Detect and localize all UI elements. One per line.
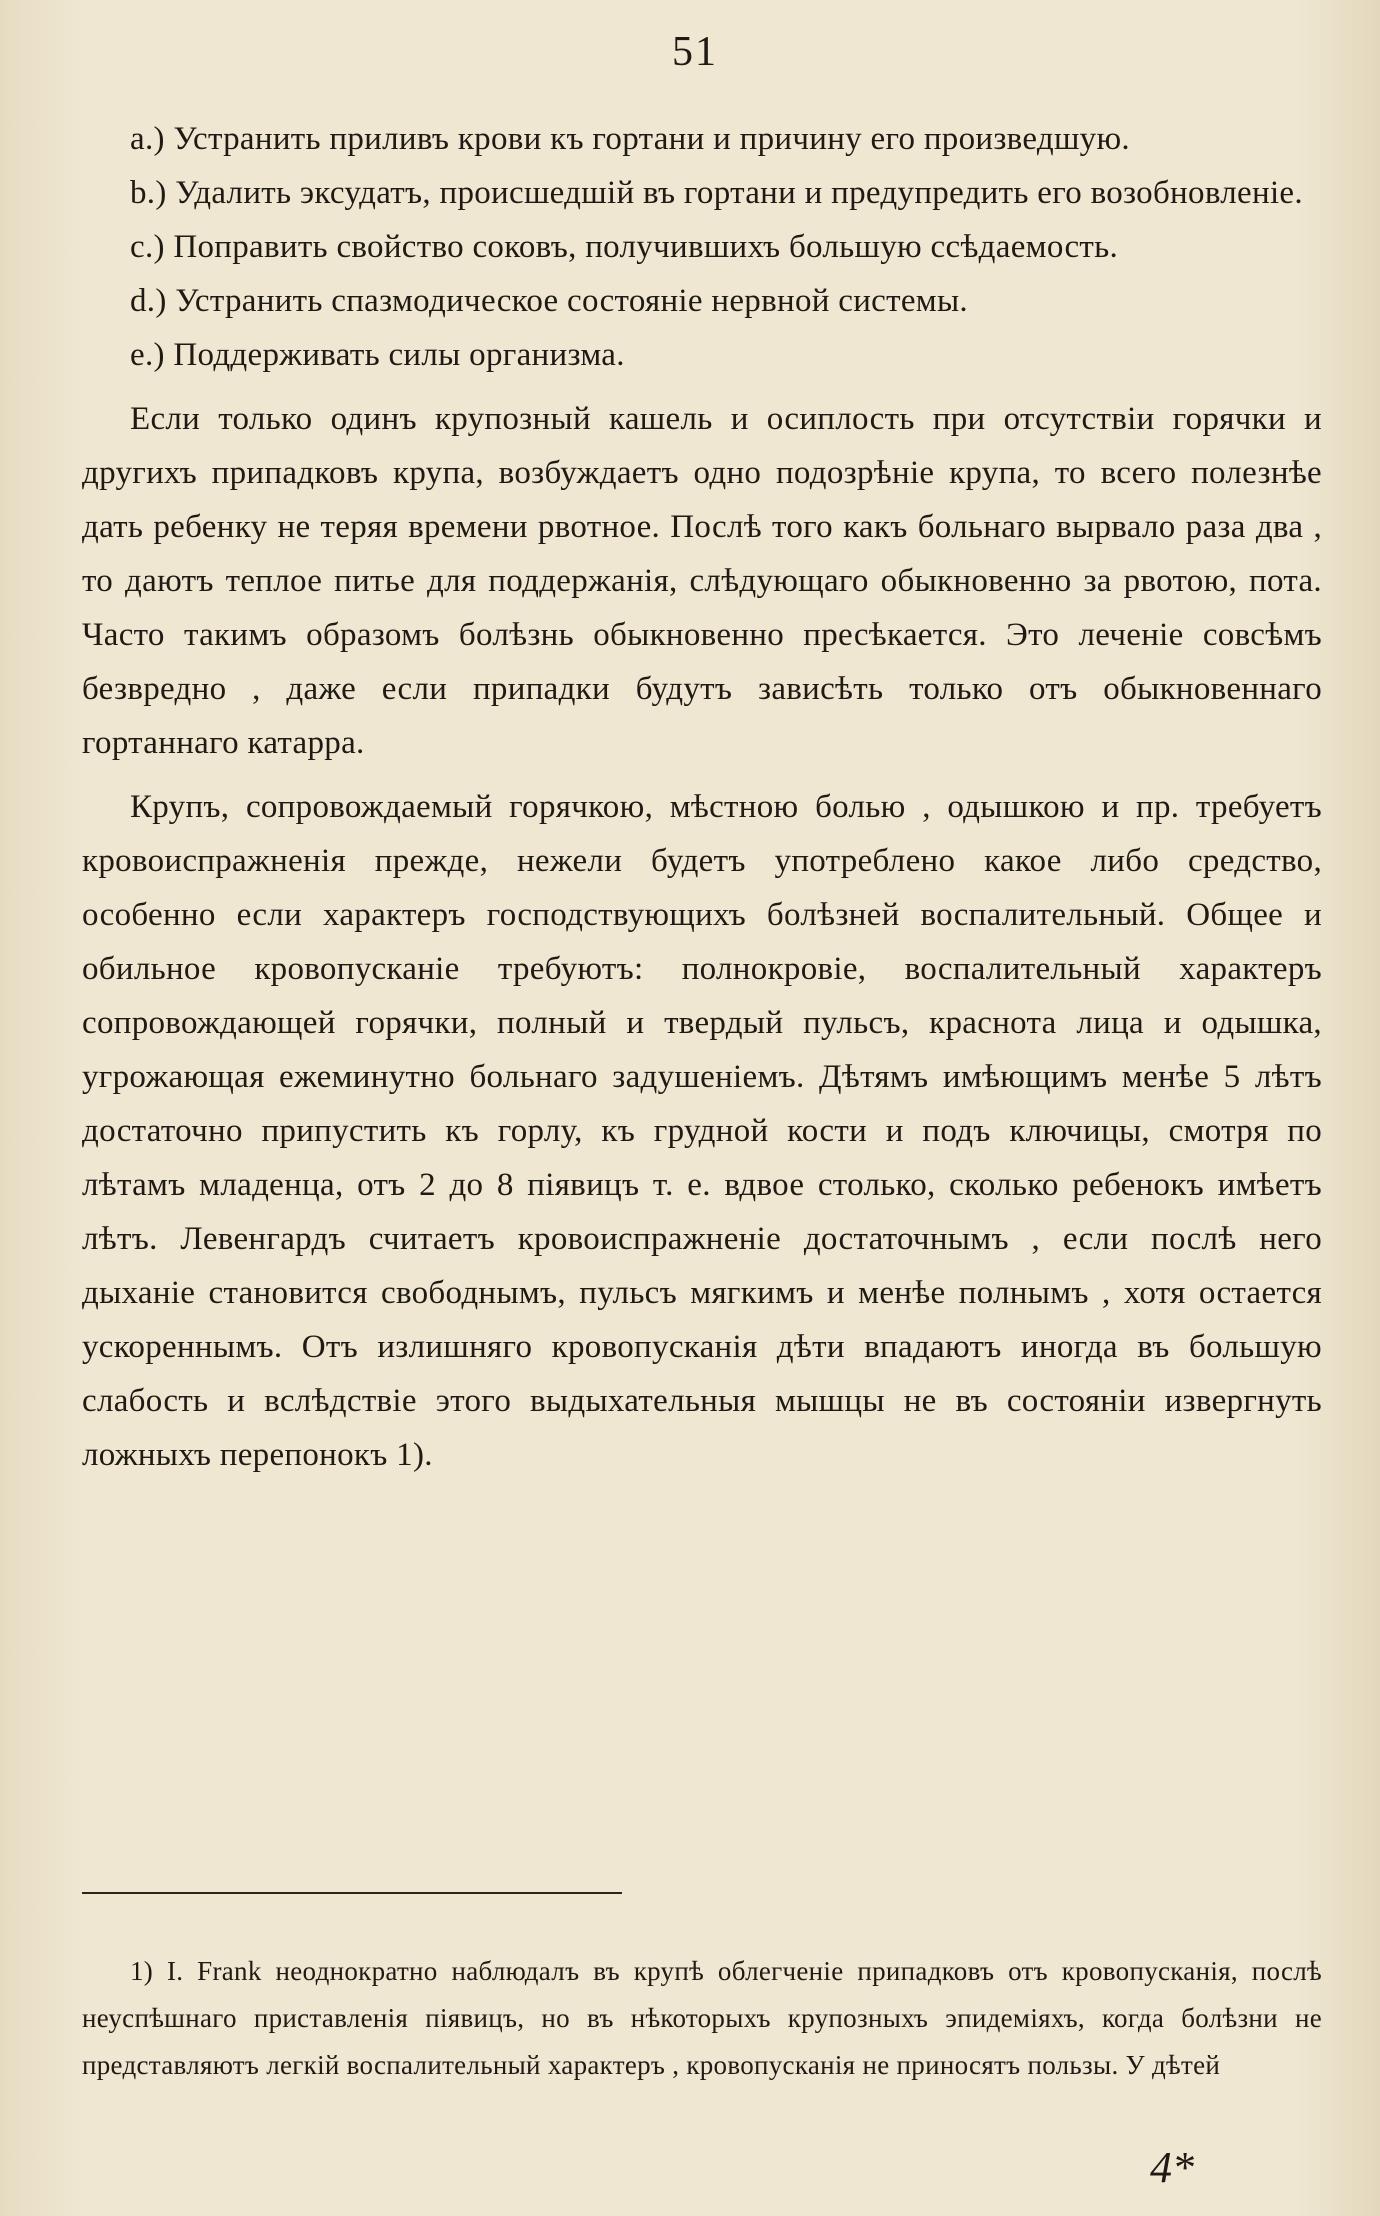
signature-mark: 4* [1150,2143,1194,2192]
list-item-e: e.) Поддерживать силы организма. [130,337,625,373]
main-text [82,112,1322,1482]
list-item-b: b.) Удалить эксудатъ, происшедшій въ гортани и предупредить его возобновленіе. [130,175,1303,211]
page-number: 51 [672,29,718,75]
footnote: 1) I. Frank неоднократно наблюдалъ въ крупѣ облегченіе припадковъ отъ кровопусканія, послѣ неуспѣшнаго приставленія піявицъ, но въ нѣкоторыхъ крупозныхъ эпидеміяхъ, когда болѣзни не представляютъ легкій воспалительный характеръ , кровопусканія не приносятъ пользы. У дѣтей [82,1956,1322,2080]
paragraph-bloodletting: Крупъ, сопровождаемый горячкою, мѣстною болью , одышкою и пр. требуетъ кровоиспражненія прежде, нежели будетъ употреблено какое либо средство, особенно если характеръ господствующихъ болѣзней воспалительный. Общее и обильное кровопусканіе требуютъ: полнокровіе, воспалительный характеръ сопровождающей горячки, полный и твердый пульсъ, краснота лица и одышка, угрожающая ежеминутно больнаго задушеніемъ. Дѣтямъ имѣющимъ менѣе 5 лѣтъ достаточно припустить къ горлу, къ грудной кости и подъ ключицы, смотря по лѣтамъ младенца, отъ 2 до 8 піявицъ т. е. вдвое столько, сколько ребенокъ имѣетъ лѣтъ. Левенгардъ считаетъ кровоиспражненіе достаточнымъ , если послѣ него дыханіе становится свободнымъ, пульсъ мягкимъ и менѣе полнымъ , хотя остается ускореннымъ. Отъ излишняго кровопусканія дѣти впадаютъ иногда въ большую слабость и вслѣдствіе этого выдыхательныя мышцы не въ состояніи извергнуть ложныхъ перепонокъ 1). [82,789,1322,1473]
list-item-a: a.) Устранить приливъ крови къ гортани и причину его произведшую. [130,121,1130,157]
list-item-c: c.) Поправить свойство соковъ, получившихъ большую ссѣдаемость. [130,229,1119,265]
paragraph-emetic: Если только одинъ крупозный кашель и осиплость при отсутствіи горячки и другихъ припадковъ крупа, возбуждаетъ одно подозрѣніе крупа, то всего полезнѣе дать ребенку не теряя времени рвотное. Послѣ того какъ больнаго вырвало раза два , то даютъ теплое питье для поддержанія, слѣдующаго обыкновенно за рвотою, пота. Часто такимъ образомъ болѣзнь обыкновенно пресѣкается. Это леченіе совсѣмъ безвредно , даже если припадки будутъ зависѣть только отъ обыкновеннаго гортаннаго катарра. [82,401,1322,761]
footnote-divider [82,1892,622,1894]
list-item-d: d.) Устранить спазмодическое состояніе нервной системы. [130,283,968,319]
